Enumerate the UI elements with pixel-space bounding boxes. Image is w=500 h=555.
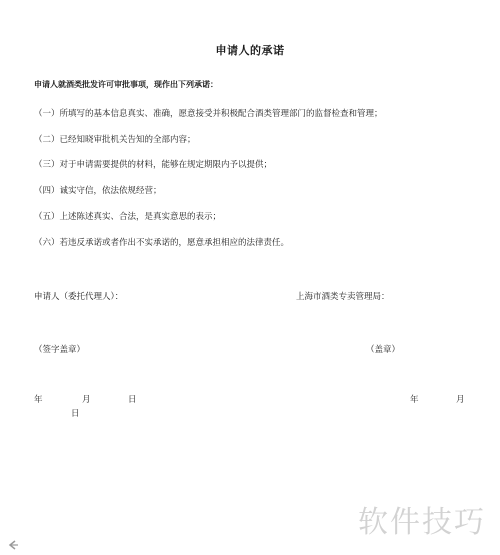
date-day-left: 日 bbox=[128, 395, 137, 405]
back-arrow-icon[interactable] bbox=[6, 538, 20, 552]
sign-seal-label: （签字盖章） bbox=[34, 345, 86, 355]
document-title: 申请人的承诺 bbox=[215, 44, 285, 57]
intro-text: 申请人就酒类批发许可审批事项，现作出下列承诺： bbox=[34, 80, 218, 89]
commitment-item-1: （一）所填写的基本信息真实、准确，愿意接受并积极配合酒类管理部门的监督检查和管理； bbox=[34, 109, 383, 119]
authority-label: 上海市酒类专卖管理局： bbox=[296, 292, 390, 302]
commitment-item-3: （三）对于申请需要提供的材料，能够在规定期限内予以提供； bbox=[34, 160, 273, 170]
date-year-right: 年 bbox=[410, 395, 419, 405]
commitment-item-4: （四）诚实守信，依法依规经营； bbox=[34, 186, 162, 196]
commitment-item-2: （二）已经知晓审批机关告知的全部内容； bbox=[34, 135, 196, 145]
date-month-right: 月 bbox=[456, 395, 465, 405]
commitment-item-6: （六）若违反承诺或者作出不实承诺的，愿意承担相应的法律责任。 bbox=[34, 238, 290, 248]
commitment-item-5: （五）上述陈述真实、合法，是真实意思的表示； bbox=[34, 212, 222, 222]
date-day-right: 日 bbox=[71, 409, 80, 419]
seal-label: （盖章） bbox=[366, 345, 401, 355]
date-month-left: 月 bbox=[82, 395, 91, 405]
date-year-left: 年 bbox=[34, 395, 43, 405]
watermark-text: 软件技巧 bbox=[358, 505, 486, 540]
applicant-label: 申请人（委托代理人）： bbox=[34, 292, 124, 302]
